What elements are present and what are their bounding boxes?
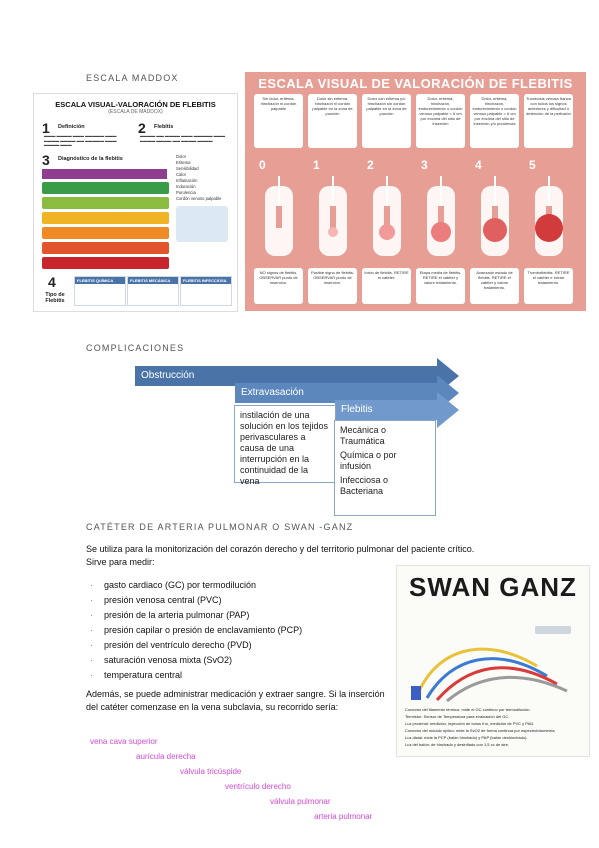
visual-level-2-action: Inicio de flebitis. RETIRE el catéter. <box>362 268 411 304</box>
swan-caption-4: Conector del módulo óptico: mide la SvO2 de forma continua por espectrofotometría. <box>405 728 556 733</box>
flebitis-types-box <box>334 420 436 516</box>
swan-ganz-image-title: SWAN GANZ <box>409 572 577 602</box>
maddox-action-4 <box>114 242 169 254</box>
maddox-action-2 <box>114 212 169 224</box>
list-item: · gasto cardiaco (GC) por termodilución <box>90 580 257 590</box>
visual-level-1-action: Posible signo de flebitis. OBSERVAR punto de inserción. <box>308 268 357 304</box>
route-step-5: válvula pulmonar <box>270 797 331 806</box>
list-item: · presión capilar o presión de enclavamiento (PCP) <box>90 625 303 635</box>
catheter-illustration-icon <box>397 606 589 706</box>
maddox-flebitis-text: ▬▬▬▬ ▬▬ ▬▬▬▬ ▬▬▬ ▬▬▬▬▬ ▬▬▬ ▬▬▬▬ ▬▬▬▬ ▬▬ ▬▬▬▬ ▬▬▬▬ <box>140 134 226 143</box>
swan-caption-6: Luz del balón: de hinchado y desinflado con 1,5 cc de aire. <box>405 742 510 747</box>
visual-level-3-action: Etapa media de flebitis. RETIRE el catéter y valore tratamiento. <box>416 268 465 304</box>
maddox-action-1 <box>114 197 169 209</box>
flebitis-type-item: Química o por infusión <box>340 450 397 471</box>
maddox-step-3: 3 <box>42 152 50 168</box>
maddox-action-5 <box>114 257 169 269</box>
visual-level-5-action: Tromboflebitis. RETIRE el catéter e iniciar tratamiento. <box>524 268 573 304</box>
route-step-4: ventrículo derecho <box>225 782 291 791</box>
section-title-complicaciones: COMPLICACIONES <box>86 343 185 353</box>
maddox-subtitle: (ESCALA DE MADDOX) <box>108 109 163 115</box>
extravasacion-description: instilación de una solución en los tejidos perivasculares a causa de una interrupción en la continuidad de la vena <box>234 405 336 483</box>
iv-catheter-icon <box>529 176 569 266</box>
iv-catheter-icon <box>259 176 299 266</box>
swan-caption-1: Conector del filamento térmico: mide el GC continuo por termodilución. <box>405 707 531 712</box>
list-item: · saturación venosa mixta (SvO2) <box>90 655 233 665</box>
swan-caption-3: Luz proximal: medición, inyección de bolus frío, medición de PVC y PAD. <box>405 721 535 726</box>
section-title-swan-ganz: CATÉTER DE ARTERIA PULMONAR O SWAN -GANZ <box>86 522 354 532</box>
visual-level-0-desc: Sin dolor, eritema, hinchazón ni cordón palpable <box>254 94 303 148</box>
visual-level-4-action: Avanzado estado de flebitis. RETIRE el catéter y valore tratamiento. <box>470 268 519 304</box>
visual-level-5-desc: Trombosis venosa franca con todos los signos anteriores y dificultad o detención de la perfusión <box>524 94 573 148</box>
visual-level-0-action: NO signos de flebitis. OBSERVAR punto de inserción. <box>254 268 303 304</box>
maddox-step-4: 4 <box>48 274 56 290</box>
section-title-maddox: ESCALA MADDOX <box>86 73 179 83</box>
maddox-type-box-1: FLEBITIS QUÍMICA <box>74 276 126 306</box>
maddox-definicion-text: ▬▬▬ ▬▬▬▬ ▬▬▬ ▬▬▬▬▬ ▬▬▬ ▬▬▬▬ ▬▬▬▬ ▬▬ ▬▬▬▬▬ ▬▬▬ ▬▬▬▬ ▬▬▬ <box>44 134 117 147</box>
maddox-step-2: 2 <box>138 120 146 136</box>
visual-level-5-number: 5 <box>529 158 536 172</box>
list-item: · temperatura central <box>90 670 183 680</box>
swan-measures-list <box>90 578 303 683</box>
maddox-definicion-label: Definición <box>58 124 85 130</box>
maddox-symptoms <box>176 154 221 202</box>
visual-scale-infographic <box>245 72 586 311</box>
swan-ganz-image <box>396 565 590 757</box>
iv-catheter-icon <box>475 176 515 266</box>
symptom-item: Sensibilidad <box>176 166 199 171</box>
symptom-item: Inflamación <box>176 178 198 183</box>
swan-intro: Se utiliza para la monitorización del corazón derecho y del territorio pulmonar del paciente crítico. Sirve para medir: <box>86 544 475 567</box>
iv-catheter-icon <box>367 176 407 266</box>
swan-caption-5: Luz distal: mide la PCP (balón hinchado) y PAP (balón deshinchado). <box>405 735 528 740</box>
maddox-action-0 <box>114 182 169 194</box>
swan-extra: Además, se puede administrar medicación y extraer sangre. Si la inserción del catéter comenzase en la vena subclavia, su recorrido sería: <box>86 689 385 712</box>
visual-level-3-desc: Dolor, eritema, hinchazón, endurecimiento o cordón venoso palpable < 6 cm por encima del sitio de inserción <box>416 94 465 148</box>
maddox-title: ESCALA VISUAL-VALORACIÓN DE FLEBITIS <box>55 100 216 109</box>
symptom-item: Calor <box>176 172 187 177</box>
visual-scale-title: ESCALA VISUAL DE VALORACIÓN DE FLEBITIS <box>258 76 573 91</box>
route-step-6: arteria pulmonar <box>314 812 373 821</box>
visual-level-0-number: 0 <box>259 158 266 172</box>
label-extravasacion: Extravasación <box>241 387 304 398</box>
iv-catheter-icon <box>421 176 461 266</box>
maddox-type-box-3: FLEBITIS INFECCIOSA <box>180 276 232 306</box>
visual-level-4-desc: Dolor, eritema, hinchazón, endurecimiento o cordón venoso palpable > 6 cm por encima del sitio de inserción y/o purulencia <box>470 94 519 148</box>
list-item: · presión del ventrículo derecho (PVD) <box>90 640 252 650</box>
label-obstruccion: Obstrucción <box>141 370 195 381</box>
maddox-infographic <box>33 93 238 312</box>
list-item: · presión de la arteria pulmonar (PAP) <box>90 610 250 620</box>
maddox-type-box-2: FLEBITIS MECÁNICA <box>127 276 179 306</box>
maddox-tipo-label: Tipo de Flebitis <box>45 292 65 304</box>
swan-caption-2: Termistor: Sensor de Temperatura para evaluación del GC. <box>405 714 510 719</box>
iv-catheter-icon <box>313 176 353 266</box>
visual-level-3-number: 3 <box>421 158 428 172</box>
visual-level-1-desc: Dolor sin eritema, hinchazón ni cordón palpable en la zona de punción <box>308 94 357 148</box>
visual-level-2-number: 2 <box>367 158 374 172</box>
maddox-step-1: 1 <box>42 120 50 136</box>
symptom-item: Dolor <box>176 154 187 159</box>
list-item: · presión venosa central (PVC) <box>90 595 222 605</box>
flebitis-type-item: Infecciosa o Bacteriana <box>340 475 389 496</box>
maddox-flebitis-label: Flebitis <box>154 124 174 130</box>
visual-level-4-number: 4 <box>475 158 482 172</box>
symptom-item: Cordón venoso palpable <box>176 196 222 201</box>
maddox-illustration <box>176 206 228 242</box>
visual-level-1-number: 1 <box>313 158 320 172</box>
symptom-item: Induración <box>176 184 196 189</box>
label-flebitis: Flebitis <box>341 404 373 415</box>
symptom-item: Purulencia <box>176 190 196 195</box>
maddox-scale-header <box>42 169 167 179</box>
maddox-diagnostico-label: Diagnóstico de la flebitis <box>58 156 123 162</box>
route-step-1: vena cava superior <box>90 737 158 746</box>
symptom-item: Eritema <box>176 160 191 165</box>
route-step-2: aurícula derecha <box>136 752 196 761</box>
maddox-action-3 <box>114 227 169 239</box>
route-step-3: válvula tricúspide <box>180 767 242 776</box>
flebitis-type-item: Mecánica o Traumática <box>340 425 387 446</box>
visual-level-2-desc: Dolor con eritema y/o hinchazón sin cordón palpable en la zona de punción <box>362 94 411 148</box>
